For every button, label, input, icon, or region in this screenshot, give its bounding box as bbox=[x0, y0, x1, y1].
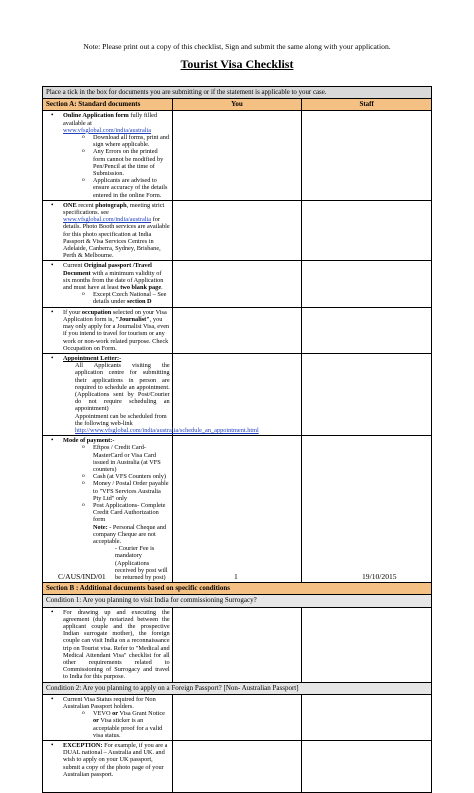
you-checkbox-7[interactable] bbox=[172, 607, 302, 682]
footer-doc-code: C/AUS/IND/01 bbox=[58, 572, 106, 581]
checklist-row-photo bbox=[43, 200, 432, 261]
staff-checkbox-6[interactable] bbox=[302, 436, 432, 583]
photo-text-3: for details. Photo Booth services are available for this photo specification at India Passport & Visa Services Centres in Adelaide, Canberra, Sydney, Brisbane, Perth & Melbourne. bbox=[63, 216, 170, 260]
appointment-item bbox=[43, 353, 259, 435]
staff-checkbox-1[interactable] bbox=[302, 111, 432, 200]
vevo-text: VEVO bbox=[93, 710, 113, 718]
journalist-label: "Journalist" bbox=[115, 315, 150, 323]
staff-checkbox-4[interactable] bbox=[302, 307, 432, 353]
condition-1-header bbox=[43, 595, 432, 607]
you-checkbox-4[interactable] bbox=[172, 307, 302, 353]
appointment-link[interactable]: http://www.vfsglobal.com/india/australia/schedule_an_appointment.html bbox=[75, 426, 259, 434]
passport-blank-pages: two blank page bbox=[120, 284, 162, 292]
instruction-text: Place a tick in the box for documents you are submitting or if the statement is applicable to your case. bbox=[43, 87, 432, 99]
appointment-text-1: All Applicants visiting the application centre for submitting their applications in person are required to schedule an appointment. (Applications sent by Post/Courier do not require scheduling an appointment) bbox=[75, 362, 170, 413]
online-form-sub-2: o Any Errors on the printed form cannot be modified by Pen/Pencil at the time of Submission. bbox=[63, 148, 170, 177]
payment-option-4: o Post Applications- Complete Credit Card Authorization form bbox=[63, 502, 170, 524]
checklist-row-surrogacy bbox=[43, 607, 432, 682]
online-form-item bbox=[43, 111, 173, 200]
condition-2-header bbox=[43, 682, 432, 694]
appointment-lead: Appointment Letter:- bbox=[63, 354, 122, 362]
or-text-1: or bbox=[112, 710, 119, 718]
online-form-sub-1: o Download all forms, print and sign where applicable. bbox=[63, 134, 170, 148]
visa-grant-text: Visa Grant Notice bbox=[118, 710, 165, 718]
checklist-row-appointment bbox=[43, 353, 432, 435]
section-a-title: Section A: Standard documents bbox=[43, 99, 173, 111]
visa-status-sub bbox=[63, 710, 170, 739]
online-form-sub-3: o Applicants are advised to ensure accuracy of the details entered in the online Form. bbox=[63, 177, 170, 199]
checklist-row-passport bbox=[43, 261, 432, 307]
you-checkbox-1[interactable] bbox=[172, 111, 302, 200]
visa-status-text: Current Visa Status required for Non Australian Passport holders. bbox=[63, 695, 156, 711]
exception-item bbox=[43, 741, 173, 793]
online-form-text: fully filled available at bbox=[63, 112, 158, 127]
online-form-link[interactable]: www.vfsglobal.com/india/australia bbox=[63, 126, 152, 134]
photo-link[interactable]: www.vfsglobal.com/india/australia bbox=[63, 216, 152, 224]
photo-count: ONE bbox=[63, 201, 77, 209]
staff-checkbox-2[interactable] bbox=[302, 200, 432, 261]
you-checkbox-2[interactable] bbox=[172, 200, 302, 261]
payment-lead: Mode of payment:- bbox=[63, 437, 115, 445]
you-checkbox-6[interactable] bbox=[172, 436, 302, 583]
staff-checkbox-9[interactable] bbox=[302, 741, 432, 793]
passport-sub-1 bbox=[63, 291, 170, 305]
instruction-row bbox=[43, 87, 432, 99]
journalist-text-1: If your bbox=[63, 308, 82, 316]
page-title: Tourist Visa Checklist bbox=[180, 57, 294, 71]
checklist-row-visa-status bbox=[43, 694, 432, 740]
passport-text-2: with a minimum validity of six months from the date of Application and must have at least bbox=[63, 269, 164, 292]
surrogacy-text: • For drawing up and executing the agreement (duly notarized between the applicant couple and the prospective Indian surrogate mother), the foreign couple can visit India on a reconnaissance trip on Tourist visa. Refer to "Medical and Medical Attendant Visa" checklist for all other requirements related to Commissioning of Surrogacy and travel to India for this purpose. bbox=[45, 609, 170, 681]
staff-checkbox-8[interactable] bbox=[302, 694, 432, 740]
journalist-text-2: selected on your Visa Application form is, bbox=[63, 308, 167, 323]
you-checkbox-8[interactable] bbox=[172, 694, 302, 740]
passport-lead: Original passport /Travel Document bbox=[63, 262, 152, 277]
payment-option-2: o Cash (at VFS Counters only) bbox=[63, 473, 170, 480]
photo-lead: photograph bbox=[95, 201, 127, 209]
passport-section-ref: section D bbox=[126, 298, 152, 306]
section-b-title: Section B : Additional documents based on specific conditions bbox=[43, 583, 432, 595]
section-a-header bbox=[43, 99, 432, 111]
payment-option-1: o Eftpos / Credit Card- MasterCard or Visa Card issued in Australia (at VFS counters) bbox=[63, 444, 170, 473]
passport-text-1: Current bbox=[63, 262, 84, 270]
footer-page-number: 1 bbox=[234, 572, 238, 581]
checklist-row-journalist bbox=[43, 307, 432, 353]
column-staff-header: Staff bbox=[302, 99, 432, 111]
you-checkbox-9[interactable] bbox=[172, 741, 302, 793]
you-checkbox-3[interactable] bbox=[172, 261, 302, 307]
exception-text: For example, if you are a DUAL national – Australia and UK. and wish to apply on your UK passport, submit a copy of the photo page of your Australian passport. bbox=[63, 742, 168, 778]
condition-1-heading: Condition 1: Are you planning to visit India for commissioning Surrogacy? bbox=[43, 595, 432, 607]
passport-exception-text: Except Czech National – See details under bbox=[93, 291, 167, 306]
journalist-item bbox=[43, 307, 173, 353]
payment-option-3: o Money / Postal Order payable to "VFS Services Australia Pty Ltd" only bbox=[63, 480, 170, 502]
visa-sticker-text: Visa sticker is an acceptable proof for a valid visa status. bbox=[93, 717, 163, 739]
payment-item bbox=[43, 436, 173, 583]
condition-2-heading: Condition 2: Are you planning to apply on a Foreign Passport? [Non- Australian Passport] bbox=[43, 682, 432, 694]
exception-lead: EXCEPTION: bbox=[63, 742, 103, 750]
or-text-2: or bbox=[93, 717, 99, 725]
staff-checkbox-3[interactable] bbox=[302, 261, 432, 307]
staff-checkbox-7[interactable] bbox=[302, 607, 432, 682]
checklist-table bbox=[42, 86, 432, 793]
passport-text-3: . bbox=[161, 284, 163, 292]
payment-note-1: - Personal Cheque and company Cheque are not acceptable. bbox=[93, 523, 167, 545]
checklist-row-payment bbox=[43, 436, 432, 583]
payment-note-2: - Courier Fee is mandatory (Applications received by post will be returned by post) bbox=[115, 545, 168, 581]
visa-status-item bbox=[43, 694, 173, 740]
footer-date: 19/10/2015 bbox=[362, 572, 397, 581]
header-note: Note: Please print out a copy of this checklist, Sign and submit the same along with your application. bbox=[83, 42, 391, 51]
surrogacy-item bbox=[43, 607, 173, 682]
staff-checkbox-5[interactable] bbox=[302, 353, 432, 435]
section-b-header bbox=[43, 583, 432, 595]
online-form-lead: Online Application form bbox=[63, 112, 129, 120]
photo-text-2: , meeting strict specifications. see bbox=[63, 201, 165, 217]
photo-item bbox=[43, 200, 173, 261]
you-checkbox-5[interactable] bbox=[172, 353, 302, 435]
appointment-text-2: Appointment can be scheduled from the following web-link bbox=[75, 412, 167, 427]
checklist-row-exception bbox=[43, 741, 432, 793]
payment-note-label: Note: bbox=[93, 523, 108, 531]
photo-text-1: recent bbox=[76, 201, 96, 209]
journalist-text-3: , you may only apply for a Journalist Visa, even if you intend to travel for tourism or any work or non-work related purpose. Check Occupation on Form. bbox=[63, 315, 170, 352]
passport-item bbox=[43, 261, 173, 307]
journalist-occupation: occupation bbox=[81, 308, 112, 316]
checklist-row-online-form bbox=[43, 111, 432, 200]
column-you-header: You bbox=[172, 99, 302, 111]
